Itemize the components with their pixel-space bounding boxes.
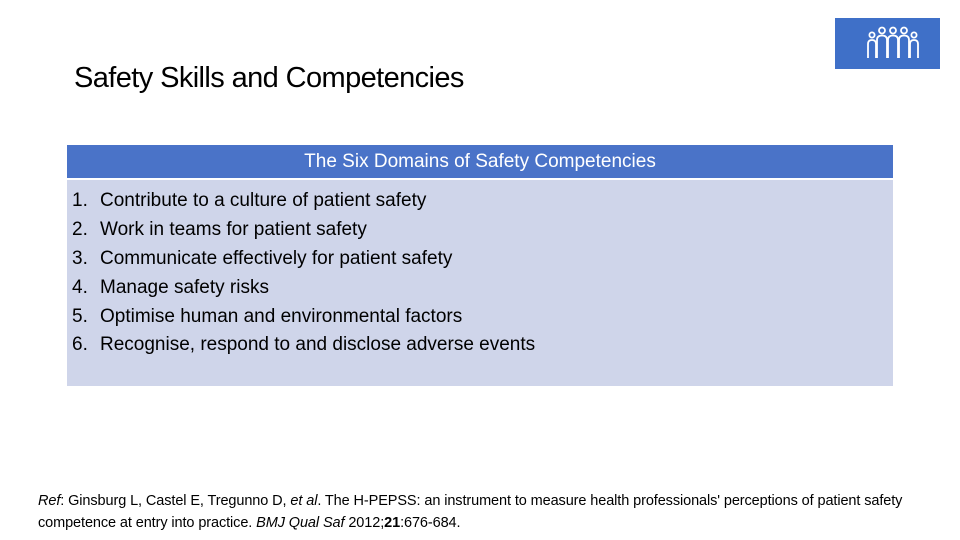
list-item: [67, 245, 893, 274]
reference-etal: et al: [290, 493, 318, 509]
list-item: [67, 273, 893, 302]
list-item: [67, 187, 893, 216]
reference-citation: [38, 490, 918, 534]
panel-header: The Six Domains of Safety Competencies: [67, 145, 893, 180]
reference-authors: : Ginsburg L, Castel E, Tregunno D,: [60, 493, 291, 509]
reference-journal: BMJ Qual Saf: [256, 515, 345, 531]
people-group-icon: [835, 18, 940, 69]
reference-prefix: Ref: [38, 493, 61, 509]
competencies-panel: [67, 145, 893, 386]
list-item: [67, 302, 893, 331]
list-item-number: 4.: [72, 276, 88, 298]
slide-title: Safety Skills and Competencies: [74, 62, 464, 94]
list-item-number: 6.: [72, 334, 88, 356]
reference-title: . The H-PEPSS: an instrument to measure health professionals' perceptions of patient safety competence at entry into practice.: [38, 493, 903, 531]
list-item-text: Recognise, respond to and disclose adverse events: [100, 334, 536, 356]
list-item-text: Manage safety risks: [100, 276, 269, 298]
logo-box: [835, 18, 940, 69]
list-item-text: Work in teams for patient safety: [100, 219, 367, 241]
list-item-number: 3.: [72, 247, 88, 269]
list-item-text: Contribute to a culture of patient safety: [100, 190, 427, 212]
list-item-number: 5.: [72, 305, 88, 327]
list-item-number: 1.: [72, 190, 88, 212]
list-item-text: Optimise human and environmental factors: [100, 305, 463, 327]
list-item-text: Communicate effectively for patient safety: [100, 247, 453, 269]
reference-year: 2012;: [344, 515, 385, 531]
reference-pages: :676-684.: [400, 515, 461, 531]
reference-volume: 21: [384, 515, 401, 531]
list-item: [67, 216, 893, 245]
domain-list: [67, 180, 893, 360]
list-item-number: 2.: [72, 219, 88, 241]
list-item: [67, 331, 893, 360]
